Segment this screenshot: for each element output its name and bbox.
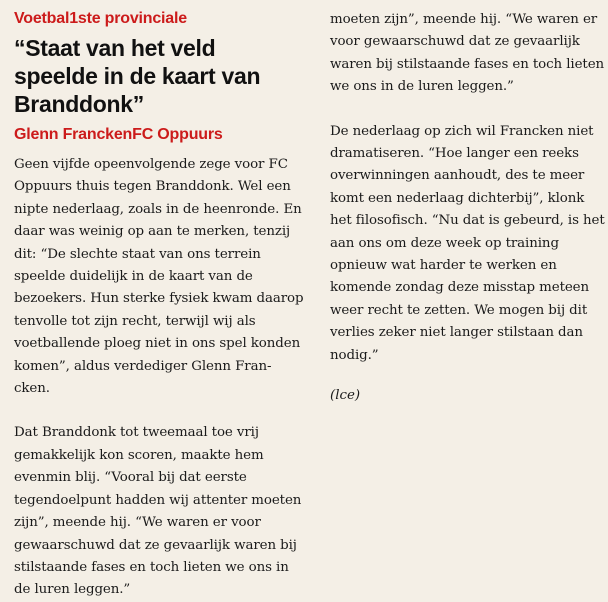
body-paragraph: Dat Branddonk tot tweemaal toe vrij gemakkelijk kon scoren, maakte hem evenmin blij. “Vooral bij dat eerste tegendoelpunt hadden wij attenter moeten zijn”, meende hij. “We waren er voor gewaarschuwd dat ze gevaarlijk waren bij stilstaande fases en toch lieten we ons in de luren leggen.”: [14, 425, 302, 598]
author-signoff: (lce): [330, 388, 361, 404]
body-paragraph: moeten zijn”, meende hij. “We waren er voor gewaarschuwd dat ze gevaarlijk waren bij stilstaande fases en toch lieten we ons in de luren leggen.”: [330, 12, 605, 95]
section-kicker: Voetbal1ste provinciale: [14, 10, 187, 27]
article-byline: Glenn FranckenFC Oppuurs: [14, 126, 223, 143]
article-headline: “Staat van het veld speelde in de kaart van Branddonk”: [14, 35, 261, 117]
right-column: [330, 9, 606, 407]
body-paragraph: Geen vijfde opeenvolgende zege voor FC Oppuurs thuis tegen Branddonk. Wel een nipte nederlaag, zoals in de heenronde. En daar was weinig op aan te merken, tenzij dit: “De slechte staat van ons terrein speelde duidelijk in de kaart van de bezoekers. Hun sterke fysiek kwam daarop tenvolle tot zijn recht, terwijl wij als voetballende ploeg niet in ons spel konden komen”, aldus verdediger Glenn Fran-cken.: [14, 157, 304, 397]
left-column: [14, 8, 304, 602]
body-paragraph: De nederlaag op zich wil Francken niet dramatiseren. “Hoe langer een reeks overwinningen aanhoudt, des te meer komt een nederlaag dichterbij”, klonk het filosofisch. “Nu dat is gebeurd, is het aan ons om deze week op training opnieuw wat harder te werken en komende zondag deze misstap meteen weer recht te zetten. We mogen bij dit verlies zeker niet langer stilstaan dan nodig.”: [330, 123, 605, 363]
